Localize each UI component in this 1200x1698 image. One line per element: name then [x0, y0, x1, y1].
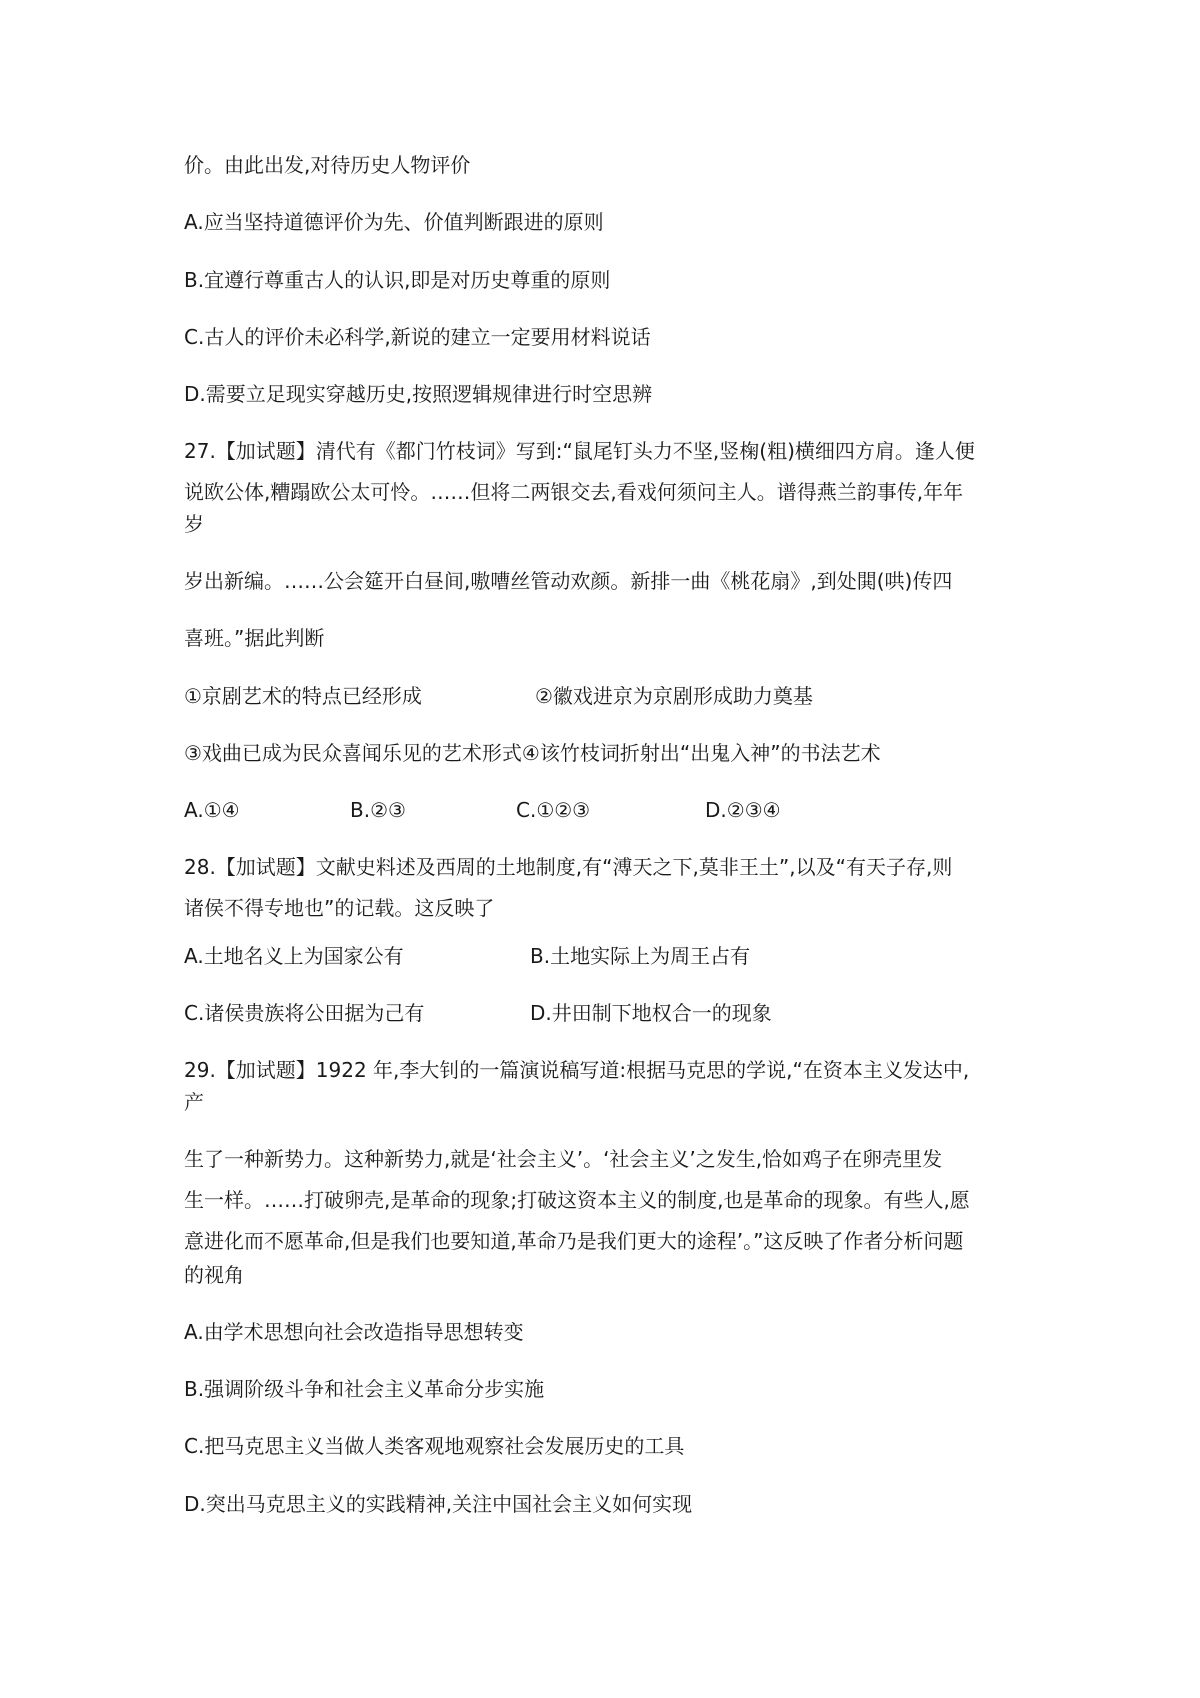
q29-stem-line-1: 29.【加试题】1922 年,李大钊的一篇演说稿写道:根据马克思的学说,“在资本主义发达中,: [184, 1058, 970, 1082]
q27-statement-1: ①京剧艺术的特点已经形成: [184, 684, 422, 708]
q27-stem-line-1: 27.【加试题】清代有《都门竹枝词》写到:“鼠尾钉头力不坚,竖椈(粗)横细四方肩。逢人便: [184, 439, 975, 463]
q27-option-c: C.①②③: [516, 798, 591, 822]
q29-stem-line-5: 意进化而不愿革命,但是我们也要知道,革命乃是我们更大的途程’。”这反映了作者分析问题: [184, 1229, 964, 1253]
q26-option-b: B.宜遵行尊重古人的认识,即是对历史尊重的原则: [184, 268, 611, 292]
q27-option-d: D.②③④: [705, 798, 781, 822]
q26-option-d: D.需要立足现实穿越历史,按照逻辑规律进行时空思辨: [184, 382, 653, 406]
q27-statement-2: ②徽戏进京为京剧形成助力奠基: [535, 684, 813, 708]
q26-option-a: A.应当坚持道德评价为先、价值判断跟进的原则: [184, 210, 604, 234]
q28-stem-line-2: 诸侯不得专地也”的记载。这反映了: [184, 896, 495, 920]
q27-stem-line-2: 说欧公体,糟蹋欧公太可怜。……但将二两银交去,看戏何须问主人。谱得燕兰韵事传,年年: [184, 480, 964, 504]
q27-stem-line-5: 喜班。”据此判断: [184, 626, 325, 650]
q29-option-c: C.把马克思主义当做人类客观地观察社会发展历史的工具: [184, 1434, 685, 1458]
q28-option-d: D.井田制下地权合一的现象: [530, 1001, 772, 1025]
q29-stem-line-4: 生一样。……打破卵壳,是革命的现象;打破这资本主义的制度,也是革命的现象。有些人,愿: [184, 1188, 970, 1212]
q27-option-a: A.①④: [184, 798, 240, 822]
q26-option-c: C.古人的评价未必科学,新说的建立一定要用材料说话: [184, 325, 651, 349]
q27-stem-line-4: 岁出新编。……公会筵开白昼间,嗷嘈丝管动欢颜。新排一曲《桃花扇》,到处閧(哄)传四: [184, 569, 953, 593]
q28-option-b: B.土地实际上为周王占有: [530, 944, 751, 968]
q28-stem-line-1: 28.【加试题】文献史料述及西周的土地制度,有“溥天之下,莫非王土”,以及“有天子存,则: [184, 855, 953, 879]
q29-option-d: D.突出马克思主义的实践精神,关注中国社会主义如何实现: [184, 1492, 693, 1516]
q29-option-a: A.由学术思想向社会改造指导思想转变: [184, 1320, 524, 1344]
q29-stem-line-3: 生了一种新势力。这种新势力,就是‘社会主义’。‘社会主义’之发生,恰如鸡子在卵壳里发: [184, 1147, 943, 1171]
q27-statements-3-4: ③戏曲已成为民众喜闻乐见的艺术形式④该竹枝词折射出“出鬼入神”的书法艺术: [184, 741, 881, 765]
q29-stem-line-2: 产: [184, 1090, 204, 1114]
q29-stem-line-6: 的视角: [184, 1263, 244, 1287]
q27-option-b: B.②③: [350, 798, 406, 822]
q29-option-b: B.强调阶级斗争和社会主义革命分步实施: [184, 1377, 545, 1401]
q28-option-c: C.诸侯贵族将公田据为己有: [184, 1001, 425, 1025]
q26-stem-tail: 价。由此出发,对待历史人物评价: [184, 153, 471, 177]
q28-option-a: A.土地名义上为国家公有: [184, 944, 404, 968]
q27-stem-line-3: 岁: [184, 512, 204, 536]
